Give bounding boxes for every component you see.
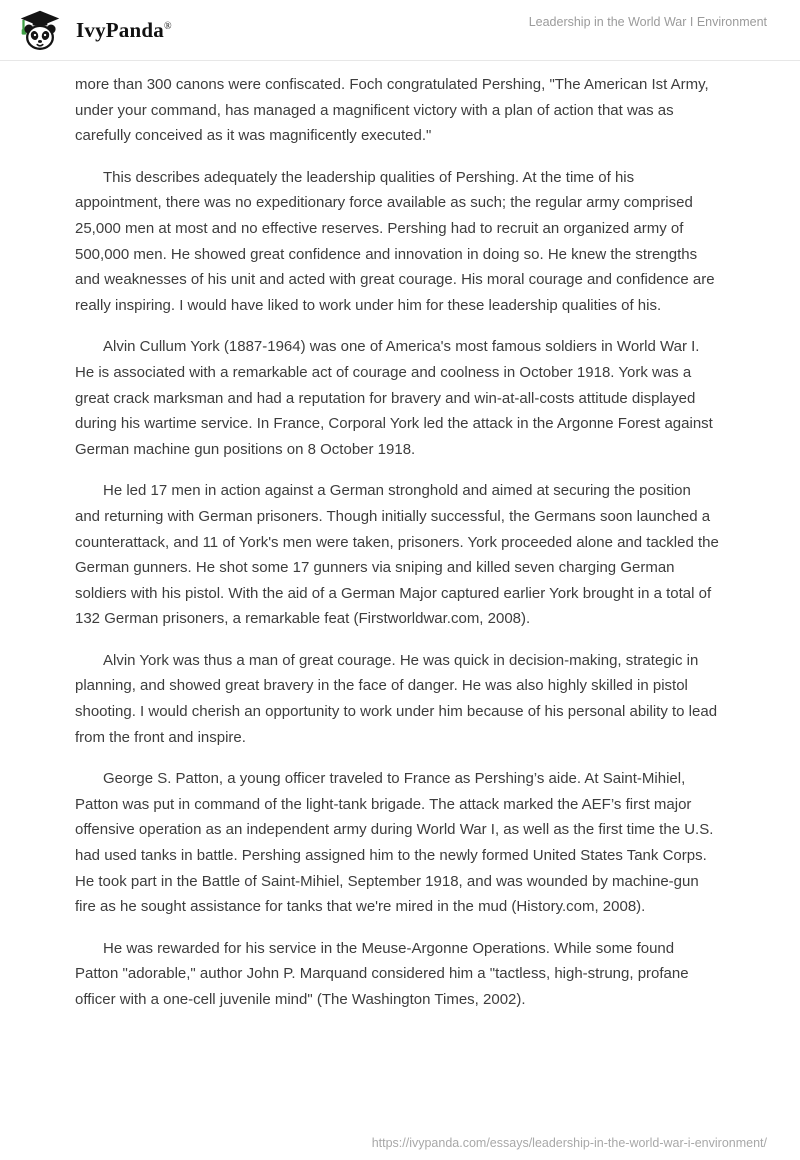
paragraph-5: Alvin York was thus a man of great courage. He was quick in decision-making, strategic in planning, and showed great bravery in the face of danger. He was also highly skilled in pistol shooting. I would cherish an opportunity to work under him because of his personal ability to lead from the front and inspire.	[75, 651, 718, 746]
page-header	[0, 0, 800, 61]
document-title: Leadership in the World War I Environment	[528, 15, 767, 29]
paragraph-7: He was rewarded for his service in the Meuse-Argonne Operations. While some found Patton "adorable," author John P. Marquand considered him a "tactless, high-strung, profane officer with a one-cell juvenile mind" (The Washington Times, 2002).	[75, 939, 689, 1008]
brand-name	[76, 18, 172, 43]
source-url[interactable]: https://ivypanda.com/essays/leadership-in-the-world-war-i-environment/	[371, 1136, 767, 1150]
paragraph-6: George S. Patton, a young officer traveled to France as Pershing’s aide. At Saint-Mihiel, Patton was put in command of the light-tank brigade. The attack marked the AEF’s first major offensive operation as an independent army during World War I, as well as the first time the U.S. had used tanks in battle. Pershing assigned him to the newly formed United States Tank Corps. He took part in the Battle of Saint-Mihiel, September 1918, and was wounded by machine-gun fire as he sought assistance for tanks that we're mired in the mud (History.com, 2008).	[75, 770, 714, 916]
page-footer	[0, 1126, 800, 1160]
paragraph-3: Alvin Cullum York (1887-1964) was one of America's most famous soldiers in World War I. He is associated with a remarkable act of courage and coolness in October 1918. York was a great crack marksman and had a reputation for bravery and win-at-all-costs attitude displayed during his wartime service. In France, Corporal York led the attack in the Argonne Forest against German machine gun positions on 8 October 1918.	[75, 338, 713, 458]
registered-mark: ®	[163, 20, 172, 32]
ivypanda-panda-logo-icon	[18, 8, 62, 52]
brand[interactable]	[18, 8, 172, 52]
paragraph-4: He led 17 men in action against a German stronghold and aimed at securing the position and returning with German prisoners. Though initially successful, the Germans soon launched a counterattack, and 11 of York's men were taken, prisoners. York proceeded alone and tackled the German gunners. He shot some 17 gunners via sniping and killed seven charging German soldiers with his pistol. With the aid of a German Major captured earlier York brought in a total of 132 German prisoners, a remarkable feat (Firstworldwar.com, 2008).	[75, 482, 719, 628]
paragraph-1: more than 300 canons were confiscated. Foch congratulated Pershing, "The American Ist Army, under your command, has managed a magnificent victory with a plan of action that was as carefully conceived as it was magnificently executed."	[75, 76, 709, 145]
essay-body	[0, 62, 800, 1029]
brand-text: IvyPanda	[76, 17, 164, 42]
paragraph-2: This describes adequately the leadership qualities of Pershing. At the time of his appointment, there was no expeditionary force available as such; the regular army comprised 25,000 men at most and no effective reserves. Pershing had to recruit an organized army of 500,000 men. He showed great confidence and innovation in doing so. He knew the strengths and weaknesses of his unit and acted with great courage. His moral courage and confidence are really inspiring. I would have liked to work under him for these leadership qualities of his.	[75, 168, 715, 314]
